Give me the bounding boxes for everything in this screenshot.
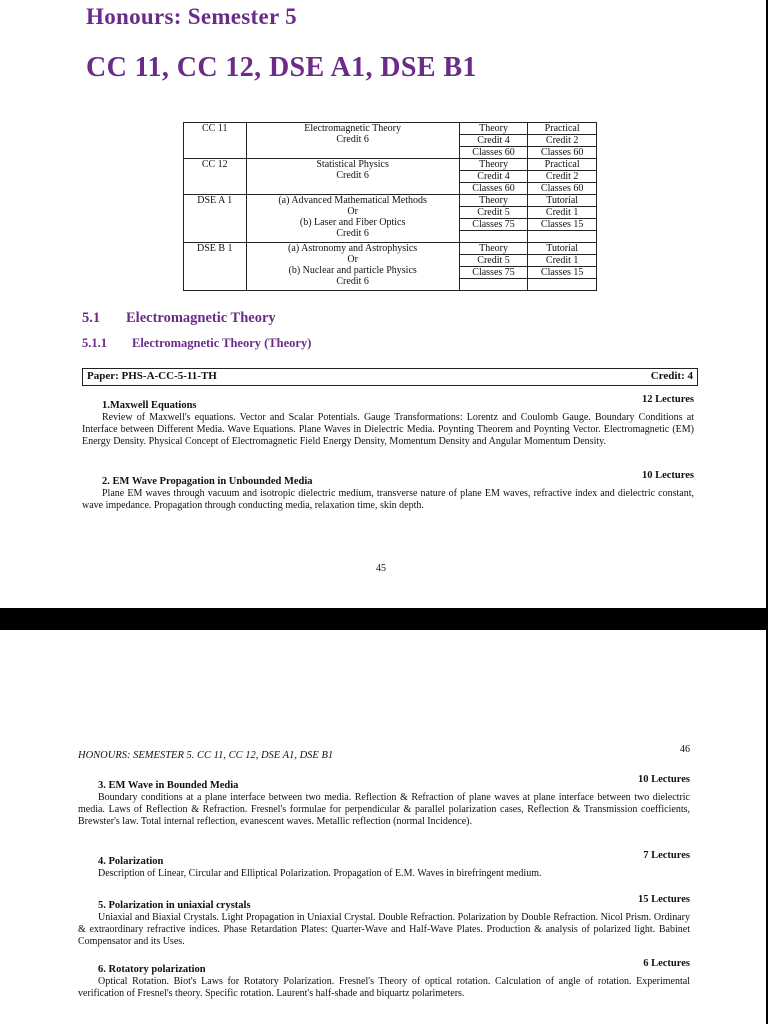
table-cell: Credit 5 xyxy=(459,207,528,219)
table-cell: Credit 2 xyxy=(528,171,597,183)
subject-line: (b) Nuclear and particle Physics xyxy=(288,265,417,276)
lecture-count: 10 Lectures xyxy=(641,470,694,481)
lecture-count: 10 Lectures xyxy=(637,774,690,785)
course-codes-heading: CC 11, CC 12, DSE A1, DSE B1 xyxy=(86,52,477,83)
topic-block xyxy=(82,394,694,448)
table-row xyxy=(184,159,597,171)
course-code: CC 11 xyxy=(184,123,247,159)
table-cell: Credit 1 xyxy=(528,255,597,267)
topic-title-text: 4. Polarization xyxy=(98,856,164,867)
table-cell-empty xyxy=(459,279,528,291)
paper-box xyxy=(82,368,698,386)
section-number: 5.1 xyxy=(82,310,101,326)
topic-title xyxy=(78,894,690,912)
subject-line: Credit 6 xyxy=(336,276,369,287)
subject-line: Credit 6 xyxy=(336,170,369,181)
topic-block xyxy=(82,470,694,512)
topic-block xyxy=(78,958,690,1000)
topic-title-text: 3. EM Wave in Bounded Media xyxy=(98,780,239,791)
topic-title xyxy=(78,958,690,976)
table-cell: Classes 75 xyxy=(459,267,528,279)
topic-title xyxy=(82,394,694,412)
table-cell: Theory xyxy=(459,195,528,207)
table-cell-empty xyxy=(528,279,597,291)
course-code: CC 12 xyxy=(184,159,247,195)
topic-body: Uniaxial and Biaxial Crystals. Light Propagation in Uniaxial Crystal. Double Refraction. Polarization by Double Refraction. Nicol Prism. Ordinary & extraordinary refractive indices. Phase Retardation Plates: Quarter-Wave and Half-Wave Plates. Production & analysis of polarized light. Babinet Compensator and its Uses. xyxy=(78,912,690,947)
topic-body: Plane EM waves through vacuum and isotropic dielectric medium, transverse nature of plane EM waves, refractive index and dielectric constant, wave impedance. Propagation through conducting media, relaxation time, skin depth. xyxy=(82,488,694,511)
section-title: Electromagnetic Theory xyxy=(126,310,276,326)
table-cell: Theory xyxy=(459,123,528,135)
subsection-title: Electromagnetic Theory (Theory) xyxy=(132,336,312,350)
topic-body: Description of Linear, Circular and Elliptical Polarization. Propagation of E.M. Waves in birefringent medium. xyxy=(98,868,542,879)
table-cell: Credit 4 xyxy=(459,171,528,183)
subsection-heading xyxy=(82,336,311,351)
table-cell: Credit 5 xyxy=(459,255,528,267)
topic-title-text: 1.Maxwell Equations xyxy=(102,400,197,411)
lecture-count: 15 Lectures xyxy=(637,894,690,905)
table-row xyxy=(184,195,597,207)
table-cell: Classes 15 xyxy=(528,219,597,231)
table-cell: Tutorial xyxy=(528,195,597,207)
table-cell: Classes 60 xyxy=(528,147,597,159)
subject-line: Or xyxy=(347,254,358,265)
table-cell: Classes 75 xyxy=(459,219,528,231)
table-cell: Classes 60 xyxy=(528,183,597,195)
paper-credit: Credit: 4 xyxy=(650,370,693,382)
topic-title xyxy=(78,850,690,868)
table-cell: Credit 4 xyxy=(459,135,528,147)
lecture-count: 7 Lectures xyxy=(643,850,690,861)
section-heading xyxy=(82,310,276,327)
topic-title xyxy=(82,470,694,488)
table-cell: Practical xyxy=(528,123,597,135)
table-cell: Tutorial xyxy=(528,243,597,255)
table-cell: Theory xyxy=(459,159,528,171)
subject-line: (a) Advanced Mathematical Methods xyxy=(278,195,427,206)
course-code: DSE B 1 xyxy=(184,243,247,291)
subject-line: (b) Laser and Fiber Optics xyxy=(299,217,406,228)
table-cell: Classes 60 xyxy=(459,147,528,159)
topic-title-text: 5. Polarization in uniaxial crystals xyxy=(98,900,251,911)
topic-title xyxy=(78,774,690,792)
semester-heading: Honours: Semester 5 xyxy=(86,4,297,29)
table-cell: Credit 1 xyxy=(528,207,597,219)
course-subject xyxy=(246,123,459,159)
running-head: HONOURS: SEMESTER 5. CC 11, CC 12, DSE A1, DSE B1 xyxy=(78,750,334,761)
topic-block xyxy=(78,894,690,948)
table-cell: Credit 2 xyxy=(528,135,597,147)
topic-body: Boundary conditions at a plane interface between two media. Reflection & Refraction of plane waves at plane interface between two dielectric media. Laws of Reflection & Refraction. Fresnel's formulae for perpendicular & parallel polarization cases, Reflection & Transmission coefficients, Brewster's law. Total internal reflection, evanescent waves. Metallic reflection (normal Incidence). xyxy=(78,792,690,827)
topic-block xyxy=(78,774,690,828)
course-subject xyxy=(246,243,459,291)
topic-title-text: 6. Rotatory polarization xyxy=(98,964,206,975)
subject-line: Electromagnetic Theory xyxy=(304,123,401,134)
topic-body: Review of Maxwell's equations. Vector and Scalar Potentials. Gauge Transformations: Lorentz and Coulomb Gauge. Boundary Conditions at Interface between Different Media. Wave Equations. Plane Waves in Dielectric Media. Poynting Theorem and Poynting Vector. Electromagnetic (EM) Energy Density. Physical Concept of Electromagnetic Field Energy Density, Momentum Density and Angular Momentum Density. xyxy=(82,412,694,447)
subject-line: Or xyxy=(347,206,358,217)
subject-line: (a) Astronomy and Astrophysics xyxy=(288,243,418,254)
table-cell: Theory xyxy=(459,243,528,255)
subject-line: Statistical Physics xyxy=(316,159,389,170)
subject-line: Credit 6 xyxy=(336,134,369,145)
table-cell: Classes 60 xyxy=(459,183,528,195)
course-subject xyxy=(246,159,459,195)
page-number: 45 xyxy=(376,563,386,574)
topic-body: Optical Rotation. Biot's Laws for Rotatory Polarization. Fresnel's Theory of optical rotation. Calculation of angle of rotation. Experimental verification of Fresnel's theory. Specific rotation. Laurent's half-shade and biquartz polarimeters. xyxy=(78,976,690,999)
table-cell-empty xyxy=(528,231,597,243)
page-46 xyxy=(0,630,766,1024)
subsection-number: 5.1.1 xyxy=(82,336,107,350)
table-cell: Classes 15 xyxy=(528,267,597,279)
course-structure-table xyxy=(183,122,597,291)
course-code: DSE A 1 xyxy=(184,195,247,243)
table-cell: Practical xyxy=(528,159,597,171)
table-row xyxy=(184,243,597,255)
topic-block xyxy=(78,850,690,880)
subject-line: Credit 6 xyxy=(336,228,369,239)
paper-code: Paper: PHS-A-CC-5-11-TH xyxy=(87,370,217,382)
page-number: 46 xyxy=(680,744,690,755)
table-row xyxy=(184,123,597,135)
lecture-count: 6 Lectures xyxy=(643,958,690,969)
table-cell-empty xyxy=(459,231,528,243)
lecture-count: 12 Lectures xyxy=(641,394,694,405)
course-subject xyxy=(246,195,459,243)
topic-title-text: 2. EM Wave Propagation in Unbounded Media xyxy=(102,476,313,487)
